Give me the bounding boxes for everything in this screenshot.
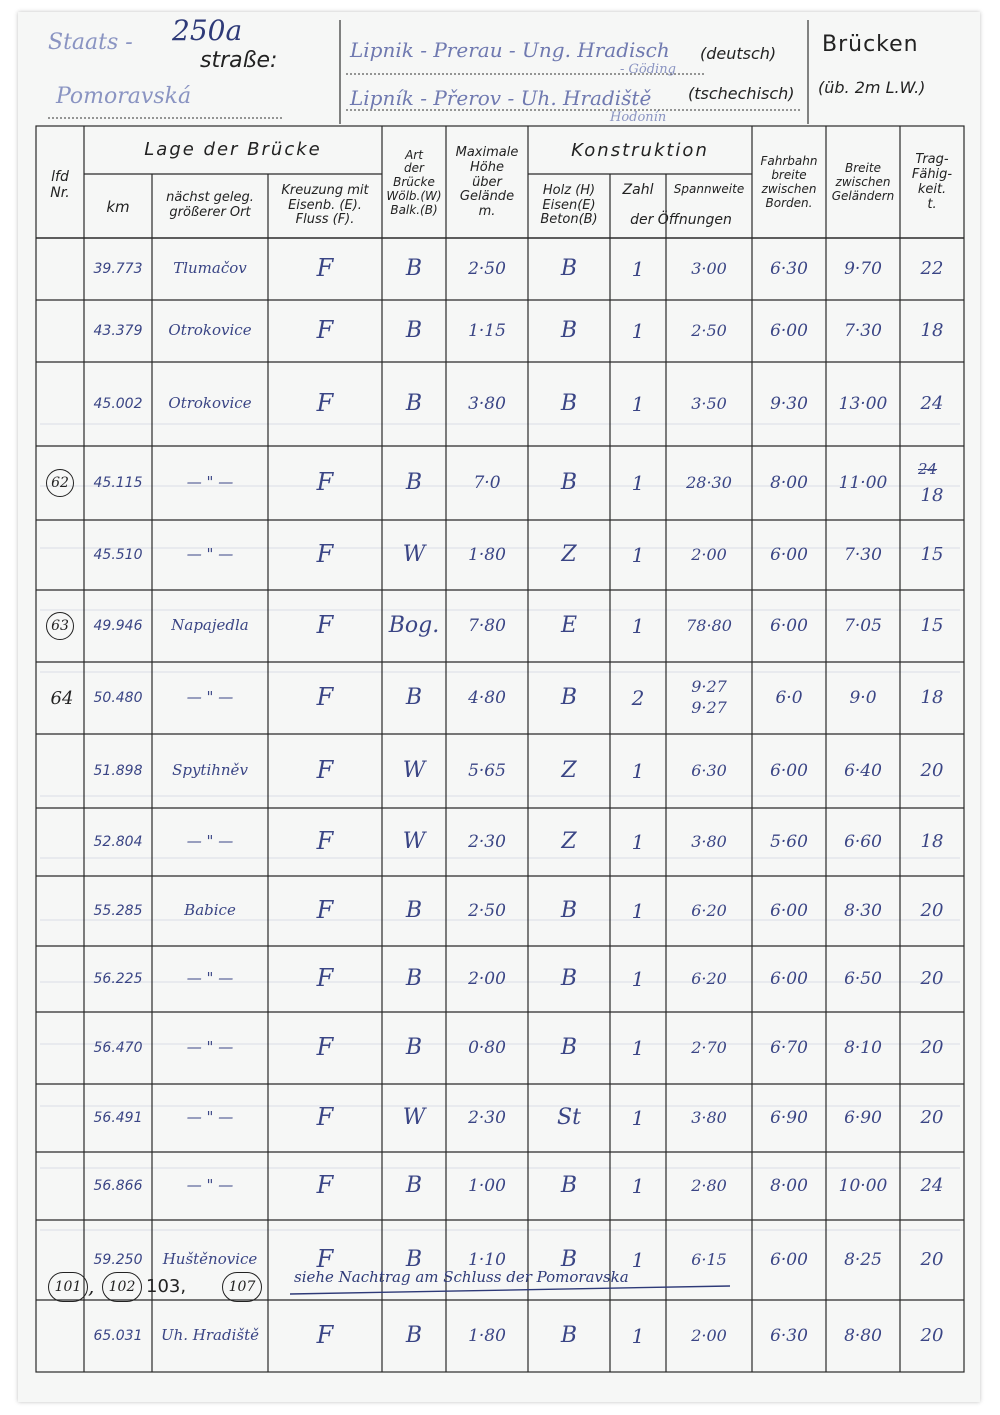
header-spannweite: Spannweite [673,182,745,197]
cell-hoehe: 1·10 [468,1249,506,1270]
cell-fahr: 6·00 [770,615,808,636]
cell-km: 45.115 [93,474,143,491]
cell-art: W [402,757,426,783]
cell-art: B [405,317,423,343]
cell-km: 59.250 [93,1251,143,1268]
cell-kreuz: F [316,316,334,345]
cell-trag: 20 [920,1325,944,1347]
cell-art: B [405,1246,423,1272]
road-number: 250a [172,14,243,47]
cell-fahr: 8·00 [770,1175,808,1196]
header-fahrbahn: Fahrbahn breite zwischen Borden. [760,154,818,210]
cell-ort: Otrokovice [168,394,252,413]
cell-hoehe: 1·80 [468,1325,506,1346]
cell-hoehe: 7·0 [473,472,501,493]
section-title: Brücken [822,32,919,57]
cell-fahr: 6·00 [770,760,808,781]
cell-trag: 15 [920,544,944,566]
cell-trag: 18 [920,687,944,709]
cell-kreuz: F [316,611,334,640]
header-lage: Lage der Brücke [144,138,322,160]
cell-hoehe: 2·30 [468,1107,506,1128]
cell-km: 55.285 [93,902,143,919]
cell-ort: Huštěnovice [162,1250,258,1269]
cell-trag: 15 [920,615,944,637]
cell-mat: B [560,1034,578,1060]
header-kreuzung: Kreuzung mit Eisenb. (E). Fluss (F). [281,182,369,228]
cell-hoehe: 2·00 [468,968,506,989]
cell-ort: Babice [184,901,236,920]
cell-kreuz: F [316,683,334,712]
cell-breite: 6·40 [844,760,882,781]
cell-ort: — " — [186,473,234,492]
cell-hoehe: 2·30 [468,831,506,852]
cell-km: 56.491 [93,1109,143,1126]
cell-spann: 2·70 [691,1037,727,1057]
cell-trag: 18 [920,320,944,342]
header-km: km [106,198,130,217]
header-material: Holz (H) Eisen(E) Beton(B) [540,182,598,228]
cell-hoehe: 2·50 [468,258,506,279]
cell-kreuz: F [316,1171,334,1200]
cell-spann: 3·00 [691,258,727,278]
cell-spann: 6·15 [691,1249,727,1269]
note-ref-103: 103, [146,1276,187,1297]
road-label-1: Staats - [48,30,133,55]
cell-breite: 7·30 [844,544,882,565]
cell-art: B [405,255,423,281]
cell-art: W [402,1104,426,1130]
cell-kreuz: F [316,964,334,993]
cell-km: 45.002 [93,395,143,412]
cell-breite: 6·60 [844,831,882,852]
cell-ort: — " — [186,1108,234,1127]
cell-art: B [405,469,423,495]
cell-spann: 9·27 9·27 [691,677,727,717]
cell-art: B [405,1322,423,1348]
cell-zahl: 1 [631,392,645,416]
road-label-3: Pomoravská [56,84,192,109]
cell-trag: 20 [920,1037,944,1059]
cell-km: 51.898 [93,762,143,779]
cell-zahl: 1 [631,319,645,343]
cell-hoehe: 1·00 [468,1175,506,1196]
cell-hoehe: 0·80 [468,1037,506,1058]
cell-spann: 2·00 [691,544,727,564]
cell-spann: 3·50 [691,393,727,413]
cell-ort: — " — [186,1176,234,1195]
note-text: siehe Nachtrag am Schluss der Pomoravska [294,1268,629,1286]
cell-breite: 8·25 [844,1249,882,1270]
cell-trag: 20 [920,968,944,990]
cell-fahr: 6·90 [770,1107,808,1128]
cell-spann: 2·00 [691,1325,727,1345]
cell-spann: 3·80 [691,1107,727,1127]
cell-art: Bog. [388,612,440,638]
cell-ort: — " — [186,1038,234,1057]
cell-zahl: 1 [631,1324,645,1348]
cell-art: B [405,1034,423,1060]
cell-art: B [405,390,423,416]
cell-hoehe: 2·50 [468,900,506,921]
cell-breite: 11·00 [838,472,888,493]
cell-km: 43.379 [93,322,143,339]
cell-spann: 6·20 [691,900,727,920]
cell-spann: 3·80 [691,831,727,851]
cell-km: 52.804 [93,833,143,850]
cell-fahr: 8·00 [770,472,808,493]
header-zahl: Zahl [622,181,654,198]
cell-ort: — " — [186,545,234,564]
cell-mat: B [560,317,578,343]
route-extra-2: Hodonín [610,110,667,125]
cell-trag: 20 [920,760,944,782]
cell-breite: 7·30 [844,320,882,341]
cell-hoehe: 3·80 [468,393,506,414]
cell-km: 39.773 [93,260,143,277]
cell-ort: — " — [186,688,234,707]
cell-zahl: 1 [631,257,645,281]
cell-mat: B [560,897,578,923]
cell-fahr: 6·00 [770,1249,808,1270]
cell-mat: Z [561,828,577,854]
cell-mat: B [560,390,578,416]
cell-breite: 10·00 [838,1175,888,1196]
header-oeffnungen: der Öffnungen [630,211,732,228]
cell-trag: 24 [920,393,944,415]
cell-km: 56.225 [93,970,143,987]
cell-kreuz: F [316,1103,334,1132]
cell-zahl: 1 [631,1174,645,1198]
cell-mat: Z [561,757,577,783]
route-czech: Lipník - Přerov - Uh. Hradiště [350,86,652,110]
cell-mat: E [560,612,578,638]
cell-zahl: 1 [631,967,645,991]
cell-ort: Otrokovice [168,321,252,340]
cell-zahl: 1 [631,1248,645,1272]
cell-mat: Z [561,541,577,567]
cell-mat: B [560,1322,578,1348]
cell-trag: 20 [920,1249,944,1271]
cell-breite: 9·70 [844,258,882,279]
cell-fahr: 6·0 [775,687,803,708]
cell-mat: B [560,469,578,495]
route-german: Lipnik - Prerau - Ung. Hradisch [350,38,670,62]
cell-art: B [405,1172,423,1198]
note-ref-102: 102 [102,1272,142,1302]
cell-trag: 18 [920,831,944,853]
cell-zahl: 1 [631,1106,645,1130]
cell-fahr: 9·30 [770,393,808,414]
cell-hoehe: 5·65 [468,760,506,781]
cell-spann: 2·80 [691,1175,727,1195]
cell-trag: 20 [920,1107,944,1129]
header-breite: Breite zwischen Geländern [831,161,895,203]
route-german-lang: (deutsch) [700,44,777,63]
cell-kreuz: F [316,1033,334,1062]
cell-zahl: 1 [631,830,645,854]
cell-kreuz: F [316,1321,334,1350]
cell-trag-old: 24 [918,460,938,478]
cell-ort: Napajedla [171,616,249,635]
cell-fahr: 6·30 [770,258,808,279]
cell-zahl: 1 [631,614,645,638]
cell-mat: B [560,1246,578,1272]
cell-kreuz: F [316,468,334,497]
cell-fahr: 6·00 [770,544,808,565]
cell-ort: Uh. Hradiště [160,1326,260,1345]
cell-trag: 22 [920,258,944,280]
cell-fahr: 6·00 [770,968,808,989]
cell-ort: — " — [186,969,234,988]
cell-hoehe: 7·80 [468,615,506,636]
note-ref-107: 107 [222,1272,262,1302]
cell-breite: 8·80 [844,1325,882,1346]
row-number: 62 [46,469,74,497]
cell-mat: B [560,1172,578,1198]
header-art: Art der Brücke Wölb.(W) Balk.(B) [386,147,442,217]
note-ref-101: 101 [48,1272,88,1302]
cell-kreuz: F [316,1245,334,1274]
cell-kreuz: F [316,896,334,925]
cell-spann: 2·50 [691,320,727,340]
cell-zahl: 1 [631,899,645,923]
cell-mat: B [560,684,578,710]
cell-art: B [405,897,423,923]
cell-trag: 18 [920,485,944,507]
cell-km: 56.866 [93,1177,143,1194]
cell-fahr: 6·00 [770,320,808,341]
cell-art: B [405,684,423,710]
cell-kreuz: F [316,389,334,418]
header-ort: nächst geleg. größerer Ort [166,190,254,220]
cell-fahr: 6·00 [770,900,808,921]
road-label-2: straße: [200,48,278,73]
cell-fahr: 5·60 [770,831,808,852]
cell-breite: 13·00 [838,393,888,414]
cell-spann: 6·20 [691,968,727,988]
cell-spann: 6·30 [691,760,727,780]
cell-fahr: 6·30 [770,1325,808,1346]
cell-km: 45.510 [93,546,143,563]
cell-zahl: 1 [631,471,645,495]
cell-km: 49.946 [93,617,143,634]
cell-hoehe: 1·80 [468,544,506,565]
cell-kreuz: F [316,540,334,569]
cell-art: B [405,965,423,991]
header-trag: Trag- Fähig- keit. t. [911,152,953,212]
cell-art: W [402,541,426,567]
cell-art: W [402,828,426,854]
row-number: 63 [46,612,74,640]
header-hoehe: Maximale Höhe über Gelände m. [455,144,519,220]
route-extra-1: - Göding [620,62,676,77]
cell-breite: 8·30 [844,900,882,921]
cell-zahl: 1 [631,759,645,783]
cell-mat: B [560,965,578,991]
cell-breite: 6·90 [844,1107,882,1128]
cell-breite: 9·0 [849,687,877,708]
cell-trag: 24 [920,1175,944,1197]
cell-kreuz: F [316,827,334,856]
cell-hoehe: 4·80 [468,687,506,708]
cell-spann: 78·80 [686,615,732,635]
note-comma-1: , [88,1274,95,1298]
cell-breite: 7·05 [844,615,882,636]
row-number: 64 [50,687,74,709]
cell-zahl: 1 [631,543,645,567]
cell-km: 56.470 [93,1039,143,1056]
cell-mat: St [557,1104,581,1130]
cell-km: 65.031 [93,1327,143,1344]
header-konstruktion: Konstruktion [571,139,709,161]
cell-fahr: 6·70 [770,1037,808,1058]
cell-hoehe: 1·15 [468,320,506,341]
header-lfd-nr: lfd Nr. [50,168,70,201]
route-czech-lang: (tschechisch) [688,84,795,103]
cell-breite: 6·50 [844,968,882,989]
cell-zahl: 2 [631,686,645,710]
cell-km: 50.480 [93,689,143,706]
cell-spann: 28·30 [686,472,732,492]
cell-mat: B [560,255,578,281]
cell-breite: 8·10 [844,1037,882,1058]
cell-ort: Tlumačov [173,259,247,278]
cell-ort: — " — [186,832,234,851]
cell-kreuz: F [316,254,334,283]
cell-trag: 20 [920,900,944,922]
cell-kreuz: F [316,756,334,785]
cell-zahl: 1 [631,1036,645,1060]
cell-ort: Spytihněv [172,761,248,780]
section-subtitle: (üb. 2m L.W.) [818,78,926,97]
